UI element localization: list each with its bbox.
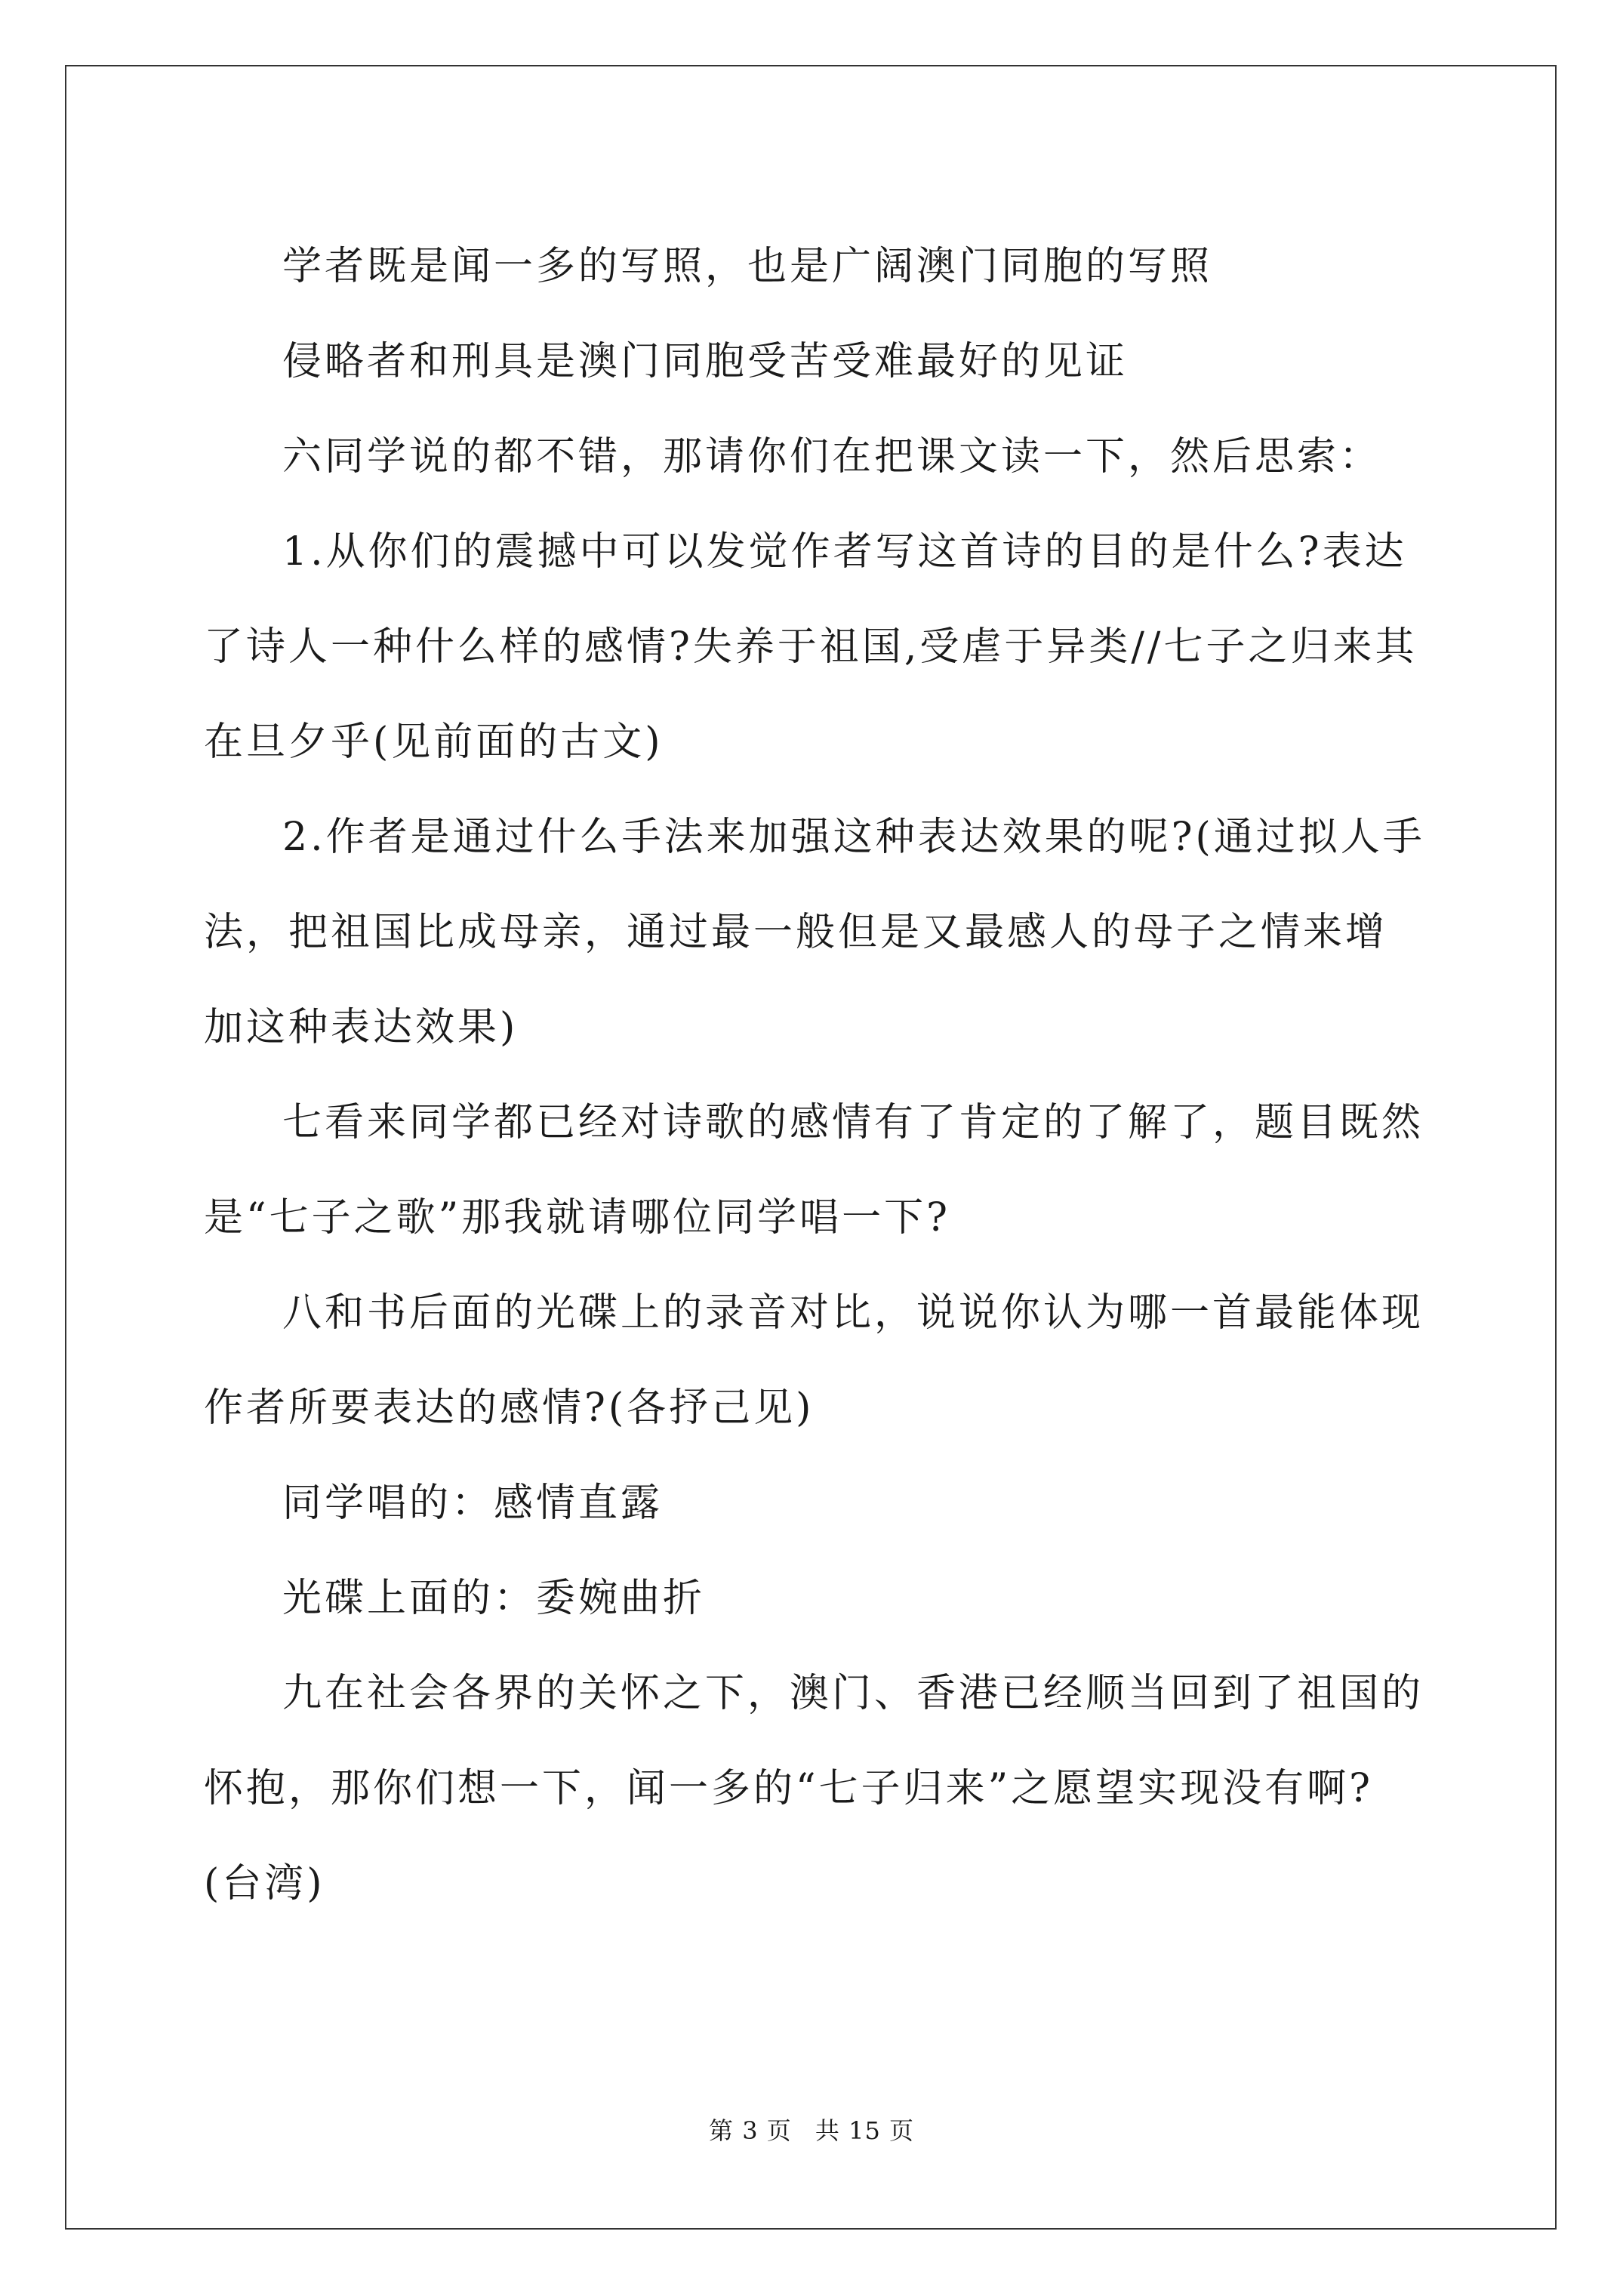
paragraph-9: 光碟上面的：委婉曲折: [282, 1576, 706, 1621]
document-body: [204, 219, 1427, 1931]
paragraph-5: 2.作者是通过什么手法来加强这种表达效果的呢?(通过拟人手法，把祖国比成母亲，通过最一般但是又最感人的母子之情来增加这种表达效果): [204, 815, 1425, 1050]
paragraph-2: 侵略者和刑具是澳门同胞受苦受难最好的见证: [282, 339, 1129, 384]
page-number: 第 3 页: [709, 2116, 792, 2145]
paragraph-7: 八和书后面的光碟上的录音对比，说说你认为哪一首最能体现作者所要表达的感情?(各抒己见): [204, 1290, 1424, 1431]
page-footer: [0, 2112, 1623, 2147]
paragraph-4: 1.从你们的震撼中可以发觉作者写这首诗的目的是什么?表达了诗人一种什么样的感情?失养于祖国,受虐于异类//七子之归来其在旦夕乎(见前面的古文): [204, 529, 1418, 765]
paragraph-3: 六同学说的都不错，那请你们在把课文读一下，然后思索：: [282, 434, 1382, 479]
paragraph-8: 同学唱的：感情直露: [282, 1481, 664, 1526]
paragraph-1: 学者既是闻一多的写照，也是广阔澳门同胞的写照: [282, 244, 1213, 289]
page-count: 共 15 页: [815, 2116, 914, 2145]
paragraph-6: 七看来同学都已经对诗歌的感情有了肯定的了解了，题目既然是“七子之歌”那我就请哪位同学唱一下?: [204, 1100, 1424, 1240]
paragraph-10: 九在社会各界的关怀之下，澳门、香港已经顺当回到了祖国的怀抱，那你们想一下，闻一多的“七子归来”之愿望实现没有啊?(台湾): [204, 1671, 1424, 1906]
